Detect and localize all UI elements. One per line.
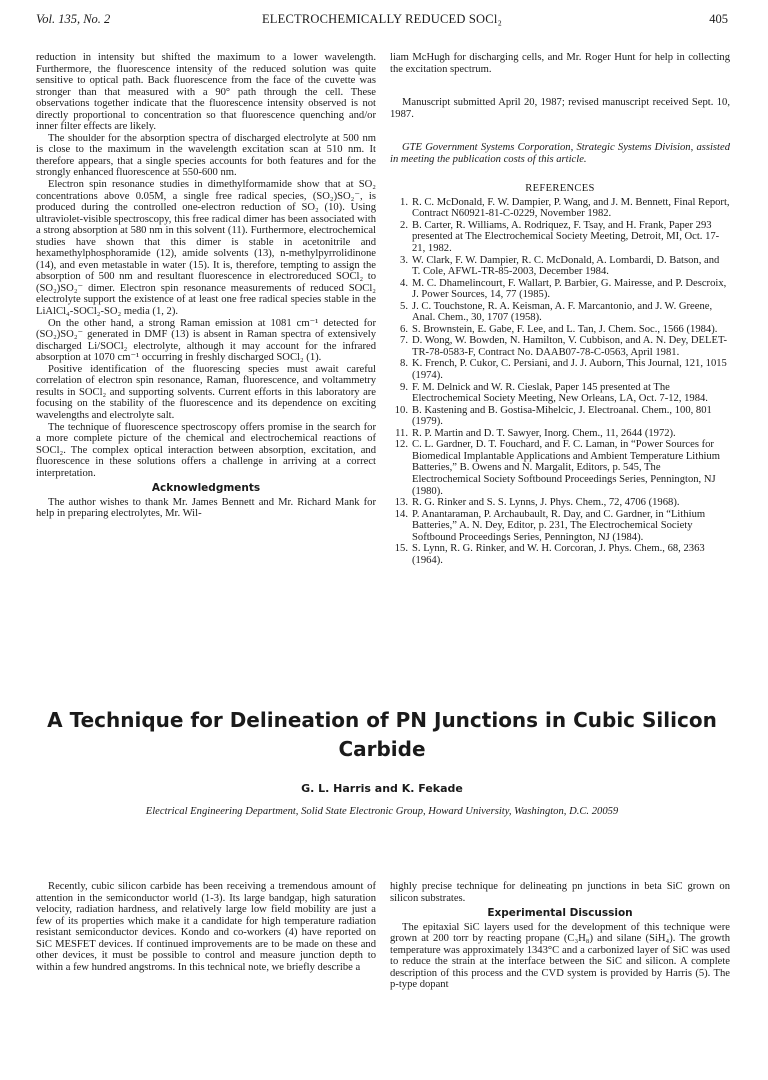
reference-number: 1. xyxy=(400,196,408,208)
reference-number: 7. xyxy=(400,335,408,347)
reference-item xyxy=(390,543,730,566)
reference-item xyxy=(390,220,730,255)
reference-text: R. C. McDonald, F. W. Dampier, P. Wang, and J. M. Bennett, Final Report, Contract N60921-81-C-0229, November 1982. xyxy=(412,196,730,220)
reference-text: S. Lynn, R. G. Rinker, and W. H. Corcoran, J. Phys. Chem., 68, 2363 (1964). xyxy=(412,543,705,566)
article-right-column xyxy=(390,881,730,991)
running-title: ELECTROCHEMICALLY REDUCED SOCl₂ xyxy=(261,12,503,26)
reference-text: B. Carter, R. Williams, A. Rodriquez, F. Tsay, and H. Frank, Paper 293 presented at The Electrochemical Society Meeting, Detroit, MI, Oct. 17-21, 1982. xyxy=(412,219,720,255)
reference-number: 14. xyxy=(394,508,408,520)
reference-text: J. C. Touchstone, R. A. Keisman, A. F. Marcantonio, and J. W. Greene, Anal. Chem., 30, 1707 (1958). xyxy=(412,300,713,324)
article-left-column xyxy=(36,881,376,973)
page-header xyxy=(36,12,728,32)
reference-number: 6. xyxy=(400,323,408,335)
reference-item xyxy=(390,497,730,509)
article-affiliation: Electrical Engineering Department, Solid State Electronic Group, Howard University, Washington, D.C. 20059 xyxy=(145,806,619,817)
reference-text: B. Kastening and B. Gostisa-Mihelcic, J. Electroanal. Chem., 100, 801 (1979). xyxy=(412,404,712,428)
reference-number: 15. xyxy=(394,543,408,555)
reference-item xyxy=(390,335,730,358)
article-title: A Technique for Delineation of PN Junctions in Cubic Silicon Carbide xyxy=(47,708,717,761)
paragraph: The technique of fluorescence spectroscopy offers promise in the search for a more complete picture of the chemical and electrochemical reactions of SOCl₂. The complex optical interaction between absorption, excitation, and fluorescence in these solutions offers a challenge in arriving at a correct interpretation. xyxy=(36,421,376,479)
reference-text: C. L. Gardner, D. T. Fouchard, and F. C. Laman, in “Power Sources for Biomedical Implantable Applications and Ambient Temperature Lithium Batteries,” B. Owens and N. Margalit, Editors, p. 545, The Electrochemical Society Softbound Proceedings Series, Pennington, NJ (1980). xyxy=(412,439,720,497)
paragraph: The shoulder for the absorption spectra of discharged electrolyte at 500 nm is close to the maximum in the wavelength excitation scan at 510 nm. It therefore appears, that a single species accounts for both features and for the strongly enhanced fluorescence at 550-600 nm. xyxy=(36,132,376,179)
reference-number: 13. xyxy=(394,497,408,509)
acknowledgments-continued: liam McHugh for discharging cells, and Mr. Roger Hunt for help in collecting the excitation spectrum. xyxy=(390,52,730,75)
reference-item xyxy=(390,439,730,497)
paragraph: reduction in intensity but shifted the maximum to a lower wavelength. Furthermore, the fluorescence intensity of the reduced solution was quite sensitive to optical path. Back fluorescence from the face of the cuvette was stronger than that measured with a 90° path through the cell. These observations together indicate that the fluorescence intensity observed is not directly proportional to concentration so that fluorescence quenching and/or inner filter effects are likely. xyxy=(36,52,376,133)
reference-item xyxy=(390,382,730,405)
references-heading: REFERENCES xyxy=(525,183,595,195)
reference-text: W. Clark, F. W. Dampier, R. C. McDonald, A. Lombardi, D. Batson, and T. Cole, AFWL-TR-85-2003, December 1984. xyxy=(412,254,720,278)
reference-text: R. G. Rinker and S. S. Lynns, J. Phys. Chem., 72, 4706 (1968). xyxy=(412,497,680,509)
right-column xyxy=(390,52,730,566)
reference-text: K. French, P. Cukor, C. Persiani, and J. J. Auborn, This Journal, 121, 1015 (1974). xyxy=(412,358,727,382)
volume-label: Vol. 135, No. 2 xyxy=(36,12,111,26)
paragraph: Positive identification of the fluorescing species must await careful correlation of electron spin resonance, Raman, fluorescence, and voltammetry results in SOCl₂ and supporting solvents. Current efforts in this laboratory are focusing on the stability of the fluorescence and its dependence on exciting wavelengths and electrolyte salt. xyxy=(36,363,376,421)
reference-item xyxy=(390,509,730,544)
reference-number: 3. xyxy=(400,254,408,266)
paragraph: On the other hand, a strong Raman emission at 1081 cm⁻¹ detected for (SO₂)SO₂⁻ generated in DMF (13) is absent in Raman spectra of extensively discharged Li/SOCl₂ electrolyte, although it may account for the infrared absorption at 1070 cm⁻¹ occurring in freshly discharged SOCl₂ (1). xyxy=(36,317,376,364)
reference-text: P. Anantaraman, P. Archaubault, R. Day, and C. Gardner, in “Lithium Batteries,” A. N. Dey, Editor, p. 231, The Electrochemical Society Softbound Proceedings Series, Pennington, NJ (1984). xyxy=(412,508,706,543)
acknowledgments-heading: Acknowledgments xyxy=(151,482,261,495)
experimental-heading: Experimental Discussion xyxy=(487,907,633,920)
reference-number: 8. xyxy=(400,358,408,370)
acknowledgments-text: The author wishes to thank Mr. James Bennett and Mr. Richard Mank for help in preparing electrolytes, Mr. Wil- xyxy=(36,496,376,520)
reference-text: M. C. Dhamelincourt, F. Wallart, P. Barbier, G. Mairesse, and P. Descroix, J. Power Sources, 14, 77 (1985). xyxy=(412,277,727,301)
reference-number: 10. xyxy=(394,404,408,416)
reference-text: D. Wong, W. Bowden, N. Hamilton, V. Cubbison, and A. N. Dey, DELET-TR-78-0583-F, Contract No. DAAB07-78-C-0563, April 1981. xyxy=(412,335,727,358)
reference-item xyxy=(390,358,730,381)
page-number: 405 xyxy=(709,12,728,26)
reference-number: 11. xyxy=(395,427,408,439)
left-column xyxy=(36,52,376,520)
reference-number: 9. xyxy=(400,381,408,393)
reference-item xyxy=(390,405,730,428)
reference-item xyxy=(390,428,730,440)
reference-text: F. M. Delnick and W. R. Cieslak, Paper 145 presented at The Electrochemical Society Meeting, New Orleans, LA, Oct. 7-12, 1984. xyxy=(412,381,708,405)
reference-number: 4. xyxy=(400,277,408,289)
paragraph: Recently, cubic silicon carbide has been receiving a tremendous amount of attention in the semiconductor world (1-3). Its large bandgap, high saturation velocity, radiation hardness, and relatively large low field mobility are just a few of its properties which make it a candidate for high temperature radiation resistant semiconductor devices. Kondo and co-workers (4) have reported on SiC MESFET devices. If continued improvements are to be made on these and other devices, it must be possible to control and measure junction depth to within a few hundred angstroms. In this technical note, we briefly describe a xyxy=(36,881,376,973)
reference-list xyxy=(390,197,730,567)
paragraph: The epitaxial SiC layers used for the development of this technique were grown at 200 torr by reacting propane (C₃H₈) and silane (SiH₄). The growth temperature was approximately 1343°C and a carbonized layer of SiC was used to reduce the strain at the interface between the SiC and silicon. A complete description of this process and the CVD system is provided by Harris (5). The p-type dopant xyxy=(390,921,730,991)
reference-item xyxy=(390,324,730,336)
reference-item xyxy=(390,301,730,324)
reference-text: S. Brownstein, E. Gabe, F. Lee, and L. Tan, J. Chem. Soc., 1566 (1984). xyxy=(412,323,718,335)
paragraph: Electron spin resonance studies in dimethylformamide show that at SO₂ concentrations above 0.05M, a single free radical species, (SO₂)SO₂⁻, is produced during the controlled one-electron reduction of SO₂ (10). Using ultraviolet-visible spectroscopy, this free radical dimer has been associated with a strong absorption at 580 nm in this solvent (11). Furthermore, electrochemical studies have shown that this dimer is stable in acetonitrile and hexamethylphosphoramide (12), amide solvents (13), n-methylpyrrolidinone (14), and even metastable in water (15). It is, therefore, tempting to assign the absorption of 500 nm and resultant fluorescence in electroreduced SOCl₂ to (SO₂)SO₂⁻ dimer. Electron spin resonance measurements of reduced SOCl₂ electrolyte support the existence of at least one free radical species stable in the LiAlCl₄-SOCl₂-SO₂ media (1, 2). xyxy=(36,179,376,318)
manuscript-note: Manuscript submitted April 20, 1987; revised manuscript received Sept. 10, 1987. xyxy=(390,97,730,120)
reference-text: R. P. Martin and D. T. Sawyer, Inorg. Chem., 11, 2644 (1972). xyxy=(412,427,676,439)
reference-item xyxy=(390,255,730,278)
reference-number: 5. xyxy=(400,300,408,312)
reference-number: 12. xyxy=(394,439,408,451)
reference-number: 2. xyxy=(400,219,408,231)
reference-item xyxy=(390,197,730,220)
paragraph: highly precise technique for delineating pn junctions in beta SiC grown on silicon substrates. xyxy=(390,881,730,904)
publication-cost-note: GTE Government Systems Corporation, Strategic Systems Division, assisted in meeting the publication costs of this article. xyxy=(390,142,730,165)
article-authors: G. L. Harris and K. Fekade xyxy=(301,782,463,795)
reference-item xyxy=(390,278,730,301)
